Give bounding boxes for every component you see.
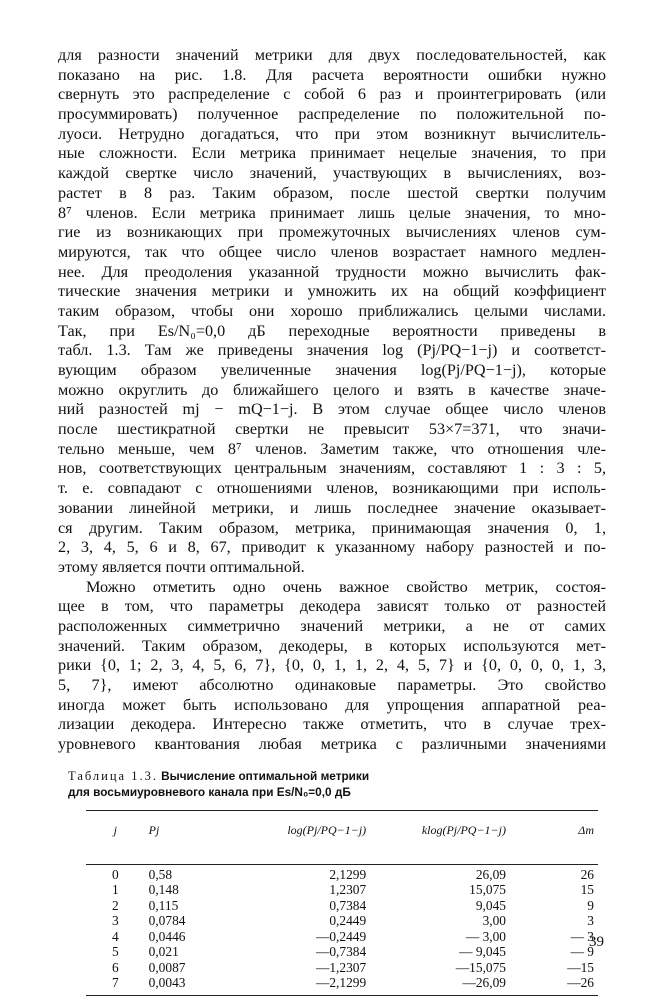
header-log: log(Pj/PQ−1−j): [287, 822, 367, 837]
text-line: показано на рис. 1.8. Для расчета вероятности ошибки нужно: [58, 65, 606, 84]
table-header-row: [86, 810, 598, 864]
text-line: нее. Для преодоления указанной трудности можно вычислить фак-: [58, 262, 606, 281]
table-cell: —0,7384: [315, 944, 367, 960]
text-line: значений. Таким образом, декодеры, в которых используются мет-: [58, 636, 606, 655]
header-pj: Pj: [148, 822, 160, 837]
table-cell: 0: [86, 864, 145, 882]
text-line: луоси. Нетрудно догадаться, что при этом возникнут вычислитель-: [58, 124, 606, 143]
table-cell: 3: [111, 913, 119, 929]
table-cell: 2,1299: [237, 864, 370, 882]
table-cell: —26: [510, 975, 598, 995]
table-row: [86, 898, 598, 914]
table-cell: 0,7384: [329, 897, 367, 913]
table-row: [86, 882, 598, 898]
table-cell: 26,09: [370, 864, 510, 882]
table-caption-label: Таблица 1.3.: [68, 768, 158, 783]
text-line: после шестикратной свертки не превысит 53×7=371, что значи-: [58, 420, 606, 439]
table-cell: 0,0087: [148, 959, 186, 975]
table-cell: 3: [587, 913, 594, 929]
text-line: рики {0, 1; 2, 3, 4, 5, 6, 7}, {0, 0, 1, 1, 2, 4, 5, 7} и {0, 0, 0, 0, 1, 3,: [58, 656, 606, 675]
text-line: мируются, так что общее число членов возрастает намного медлен-: [58, 242, 606, 261]
table-cell: —0,2449: [315, 928, 367, 944]
table-cell: —15,075: [455, 959, 506, 975]
table-cell: 0,2449: [329, 913, 367, 929]
metric-table: [86, 810, 598, 996]
table-cell: 0,021: [148, 944, 179, 960]
text-line: гие из возникающих при промежуточных вычислениях членов сум-: [58, 223, 606, 242]
table-cell: 1,2307: [329, 882, 367, 898]
text-line: лизации декодера. Интересно также отметить, что в случае трех-: [58, 715, 606, 734]
table-cell: 0,58: [145, 864, 237, 882]
table-cell: 7: [86, 975, 145, 995]
table-row: [86, 975, 598, 995]
header-klog: klog(Pj/PQ−1−j): [421, 822, 506, 837]
text-line: можно округлить до ближайшего целого и взять в качестве значе-: [58, 380, 606, 399]
text-line: таким образом, чтобы они хорошо приближались целыми числами.: [58, 301, 606, 320]
text-line: расположенных симметрично значений метрики, а не от самих: [58, 616, 606, 635]
table-row: [86, 944, 598, 960]
text-line: Так, при Es/N₀=0,0 дБ переходные вероятности приведены в: [58, 321, 606, 340]
paragraph-1: [58, 46, 606, 578]
table-cell: 6: [111, 959, 119, 975]
text-line: ся другим. Таким образом, метрика, принимающая значения 0, 1,: [58, 518, 606, 537]
table-cell: 5: [111, 944, 119, 960]
text-line: зовании линейной метрики, и лишь последнее значение оказывает-: [58, 498, 606, 517]
text-line: свернуть это распределение с собой 6 раз и проинтегрировать (или: [58, 85, 606, 104]
table-cell: —1,2307: [315, 959, 367, 975]
text-line: тельно меньше, чем 8⁷ членов. Заметим также, что отношения чле-: [58, 439, 606, 458]
text-line: 8⁷ членов. Если метрика принимает лишь целые значения, то мно-: [58, 203, 606, 222]
table-cell: 2: [111, 897, 119, 913]
text-line: просуммировать) полученное распределение по положительной по-: [58, 105, 606, 124]
text-line: тические значения метрики и умножить их на общий коэффициент: [58, 282, 606, 301]
table-cell: 9: [587, 897, 594, 913]
text-line: иногда может быть использовано для упрощения аппаратной реа-: [58, 695, 606, 714]
text-line: уровневого квантования любая метрика с различными значениями: [58, 735, 606, 754]
table-caption: [68, 768, 606, 800]
text-line: нов, соответствующих центральным значениям, составляют 1 : 3 : 5,: [58, 459, 606, 478]
text-line: этому является почти оптимальной.: [58, 557, 305, 576]
table-cell: —15: [567, 959, 594, 975]
table-row: [86, 913, 598, 929]
text-line: табл. 1.3. Там же приведены значения log (Pj/PQ−1−j) и соответст-: [58, 341, 606, 360]
table-row: [86, 864, 598, 882]
text-line: каждой свертке число значений, участвующих в вычислениях, воз-: [58, 164, 606, 183]
table-cell: —2,1299: [237, 975, 370, 995]
page-body: [58, 46, 606, 996]
table-cell: 0,0784: [148, 913, 186, 929]
table-caption-subtitle: для восьмиуровневого канала при Es/N₀=0,0 дБ: [68, 784, 351, 799]
table-cell: 0,0446: [148, 928, 186, 944]
header-j: j: [113, 822, 117, 837]
text-line: ные сложности. Если метрика принимает нецелые значения, то при: [58, 144, 606, 163]
text-line: вующим образом увеличенные значения log(Pj/PQ−1−j), которые: [58, 361, 606, 379]
table-cell: 9,045: [475, 897, 506, 913]
table-cell: — 9: [570, 944, 594, 960]
table-cell: 1: [111, 882, 119, 898]
table-cell: 4: [111, 928, 119, 944]
text-line: т. е. совпадают с отношениями членов, возникающими при исполь-: [58, 479, 606, 498]
paragraph-2: [58, 578, 606, 755]
table-body: [86, 864, 598, 995]
table-cell: — 9,045: [459, 944, 506, 960]
table-caption-title: Вычисление оптимальной метрики: [161, 768, 370, 783]
table-cell: 26: [510, 864, 598, 882]
table-cell: 15: [580, 882, 594, 898]
text-line: ний разностей mj − mQ−1−j. В этом случае общее число членов: [58, 400, 606, 419]
text-line: растет в 8 раз. Таким образом, после шестой свертки получим: [58, 183, 606, 202]
table-cell: — 3,00: [465, 928, 506, 944]
table-row: [86, 960, 598, 976]
text-line: 5, 7}, имеют абсолютно одинаковые параметры. Это свойство: [58, 676, 606, 694]
table-cell: — 3: [570, 928, 594, 944]
table-cell: 15,075: [469, 882, 506, 898]
table-row: [86, 929, 598, 945]
table-cell: 0,148: [148, 882, 179, 898]
header-dm: Δm: [578, 822, 594, 837]
table-cell: —26,09: [370, 975, 510, 995]
page-number: 39: [589, 934, 604, 950]
text-line: для разности значений метрики для двух последовательностей, как: [58, 46, 606, 64]
table-cell: 0,115: [148, 897, 179, 913]
text-line: щее в том, что параметры декодера зависят только от разностей: [58, 597, 606, 616]
table-cell: 3,00: [482, 913, 506, 929]
text-line: 2, 3, 4, 5, 6 и 8, 67, приводит к указанному набору разностей и по-: [58, 538, 606, 557]
table-cell: 0,0043: [145, 975, 237, 995]
text-line: Можно отметить одно очень важное свойство метрик, состоя-: [86, 577, 606, 596]
